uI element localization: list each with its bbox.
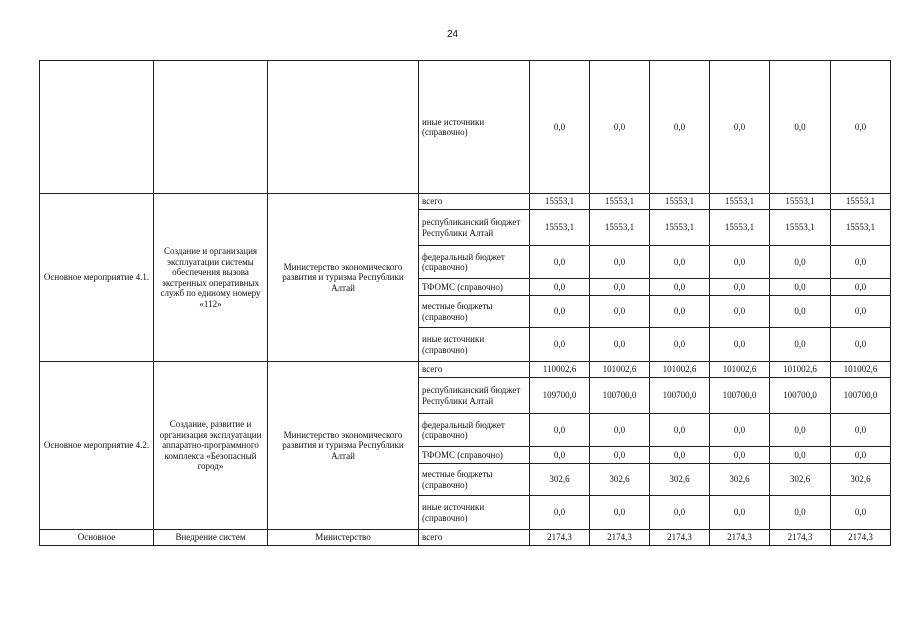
amount-cell: 0,0: [590, 447, 650, 464]
amount-cell: 0,0: [530, 246, 590, 279]
funding-source-cell: местные бюджеты (справочно): [419, 464, 530, 496]
executor-cell: Министерство: [268, 530, 419, 546]
funding-source-cell: всего: [419, 194, 530, 210]
funding-source-cell: республиканский бюджет Республики Алтай: [419, 378, 530, 414]
amount-cell: 302,6: [650, 464, 710, 496]
amount-cell: 0,0: [831, 414, 891, 447]
amount-cell: 0,0: [650, 61, 710, 194]
amount-cell: 0,0: [831, 246, 891, 279]
amount-cell: 0,0: [770, 496, 831, 530]
funding-source-cell: ТФОМС (справочно): [419, 447, 530, 464]
amount-cell: 0,0: [530, 496, 590, 530]
amount-cell: 0,0: [831, 496, 891, 530]
amount-cell: 0,0: [590, 414, 650, 447]
amount-cell: 0,0: [530, 447, 590, 464]
amount-cell: 101002,6: [710, 362, 770, 378]
amount-cell: 302,6: [831, 464, 891, 496]
amount-cell: 100700,0: [770, 378, 831, 414]
amount-cell: 0,0: [710, 296, 770, 328]
funding-source-cell: иные источники (справочно): [419, 496, 530, 530]
amount-cell: 0,0: [650, 279, 710, 296]
amount-cell: 0,0: [590, 246, 650, 279]
table-row: [40, 61, 891, 194]
funding-source-cell: иные источники (справочно): [419, 61, 530, 194]
amount-cell: 0,0: [710, 328, 770, 362]
amount-cell: 0,0: [590, 279, 650, 296]
amount-cell: 302,6: [530, 464, 590, 496]
amount-cell: 0,0: [530, 279, 590, 296]
event-type-cell: Основное: [40, 530, 154, 546]
funding-source-cell: всего: [419, 362, 530, 378]
program-funding-table: [39, 60, 891, 546]
amount-cell: 0,0: [710, 246, 770, 279]
amount-cell: 0,0: [710, 279, 770, 296]
funding-source-cell: всего: [419, 530, 530, 546]
table-row: [40, 194, 891, 210]
amount-cell: 0,0: [770, 296, 831, 328]
amount-cell: 0,0: [590, 496, 650, 530]
amount-cell: 0,0: [590, 328, 650, 362]
amount-cell: 0,0: [590, 296, 650, 328]
funding-source-cell: местные бюджеты (справочно): [419, 296, 530, 328]
amount-cell: 15553,1: [710, 194, 770, 210]
amount-cell: 0,0: [710, 414, 770, 447]
amount-cell: 0,0: [770, 246, 831, 279]
amount-cell: 100700,0: [650, 378, 710, 414]
amount-cell: 15553,1: [650, 194, 710, 210]
funding-source-cell: ТФОМС (справочно): [419, 279, 530, 296]
empty-cell: [154, 61, 268, 194]
page-number: 24: [446, 29, 459, 40]
amount-cell: 2174,3: [590, 530, 650, 546]
amount-cell: 100700,0: [710, 378, 770, 414]
amount-cell: 2174,3: [650, 530, 710, 546]
amount-cell: 302,6: [590, 464, 650, 496]
amount-cell: 0,0: [770, 447, 831, 464]
amount-cell: 0,0: [530, 296, 590, 328]
amount-cell: 0,0: [650, 447, 710, 464]
amount-cell: 15553,1: [770, 210, 831, 246]
amount-cell: 0,0: [831, 447, 891, 464]
event-type-cell: Основное мероприятие 4.2.: [40, 362, 154, 530]
table-row: [40, 530, 891, 546]
amount-cell: 0,0: [650, 296, 710, 328]
amount-cell: 15553,1: [770, 194, 831, 210]
amount-cell: 2174,3: [831, 530, 891, 546]
amount-cell: 0,0: [530, 328, 590, 362]
amount-cell: 0,0: [650, 414, 710, 447]
amount-cell: 0,0: [530, 414, 590, 447]
amount-cell: 101002,6: [770, 362, 831, 378]
amount-cell: 302,6: [710, 464, 770, 496]
amount-cell: 100700,0: [831, 378, 891, 414]
amount-cell: 0,0: [710, 61, 770, 194]
funding-source-cell: федеральный бюджет (справочно): [419, 246, 530, 279]
amount-cell: 109700,0: [530, 378, 590, 414]
amount-cell: 0,0: [710, 447, 770, 464]
amount-cell: 2174,3: [770, 530, 831, 546]
amount-cell: 0,0: [831, 296, 891, 328]
amount-cell: 302,6: [770, 464, 831, 496]
empty-cell: [40, 61, 154, 194]
executor-cell: Министерство экономического развития и туризма Республики Алтай: [268, 362, 419, 530]
amount-cell: 0,0: [530, 61, 590, 194]
amount-cell: 2174,3: [530, 530, 590, 546]
amount-cell: 0,0: [650, 328, 710, 362]
amount-cell: 101002,6: [831, 362, 891, 378]
amount-cell: 0,0: [590, 61, 650, 194]
amount-cell: 15553,1: [831, 194, 891, 210]
event-name-cell: Создание и организация эксплуатации системы обеспечения вызова экстренных оперативных служб по единому номеру «112»: [154, 194, 268, 362]
amount-cell: 15553,1: [710, 210, 770, 246]
amount-cell: 15553,1: [831, 210, 891, 246]
amount-cell: 15553,1: [590, 194, 650, 210]
amount-cell: 0,0: [770, 414, 831, 447]
amount-cell: 2174,3: [710, 530, 770, 546]
amount-cell: 0,0: [831, 328, 891, 362]
amount-cell: 110002,6: [530, 362, 590, 378]
funding-source-cell: федеральный бюджет (справочно): [419, 414, 530, 447]
amount-cell: 100700,0: [590, 378, 650, 414]
amount-cell: 0,0: [710, 496, 770, 530]
amount-cell: 0,0: [770, 61, 831, 194]
funding-source-cell: иные источники (справочно): [419, 328, 530, 362]
amount-cell: 0,0: [770, 279, 831, 296]
amount-cell: 0,0: [831, 279, 891, 296]
amount-cell: 15553,1: [650, 210, 710, 246]
event-type-cell: Основное мероприятие 4.1.: [40, 194, 154, 362]
table-row: [40, 362, 891, 378]
amount-cell: 101002,6: [590, 362, 650, 378]
amount-cell: 15553,1: [530, 194, 590, 210]
amount-cell: 101002,6: [650, 362, 710, 378]
amount-cell: 0,0: [650, 246, 710, 279]
executor-cell: Министерство экономического развития и туризма Республики Алтай: [268, 194, 419, 362]
empty-cell: [268, 61, 419, 194]
amount-cell: 15553,1: [590, 210, 650, 246]
funding-source-cell: республиканский бюджет Республики Алтай: [419, 210, 530, 246]
event-name-cell: Внедрение систем: [154, 530, 268, 546]
event-name-cell: Создание, развитие и организация эксплуатации аппаратно-программного комплекса «Безопасный город»: [154, 362, 268, 530]
amount-cell: 15553,1: [530, 210, 590, 246]
amount-cell: 0,0: [650, 496, 710, 530]
amount-cell: 0,0: [831, 61, 891, 194]
amount-cell: 0,0: [770, 328, 831, 362]
